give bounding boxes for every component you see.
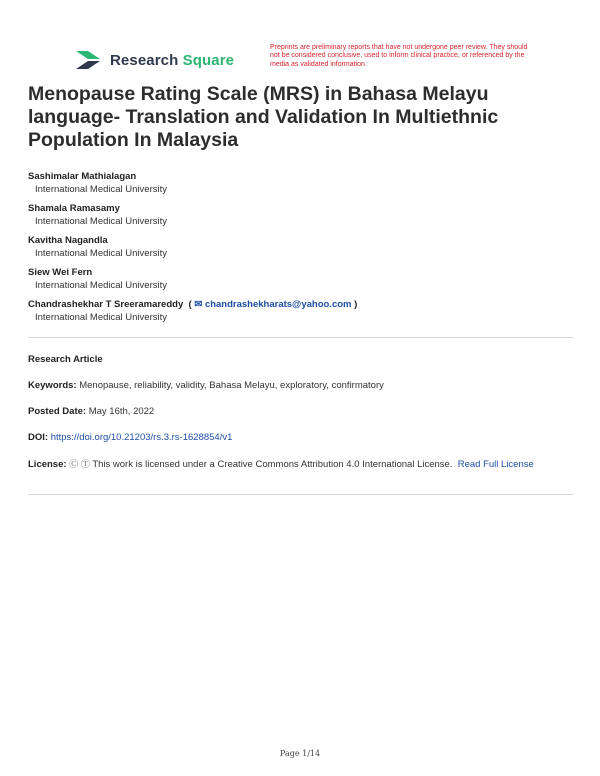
author-name[interactable]: Chandrashekhar T Sreeramareddy bbox=[28, 299, 184, 310]
page-number: Page 1/14 bbox=[279, 749, 321, 758]
author-email-link[interactable]: chandrashekharats@yahoo.com bbox=[204, 299, 352, 310]
keywords: Keywords: Menopause, reliability, validity, Bahasa Melayu, exploratory, confirmatory bbox=[28, 380, 384, 391]
posted-date-value: May 16th, 2022 bbox=[88, 406, 155, 417]
author-list bbox=[28, 170, 568, 330]
author-entry bbox=[28, 170, 568, 196]
author-affiliation: International Medical University bbox=[35, 280, 168, 291]
read-full-license-link[interactable]: Read Full License bbox=[457, 459, 534, 470]
author-name[interactable]: Siew Wei Fern bbox=[28, 267, 93, 278]
author-name[interactable]: Sashimalar Mathialagan bbox=[28, 171, 137, 182]
license: License: Ⓒ Ⓣ This work is licensed under a Creative Commons Attribution 4.0 International License. Read Full License bbox=[28, 459, 534, 470]
article-type: Research Article bbox=[28, 354, 103, 365]
doi-link[interactable]: https://doi.org/10.21203/rs.3.rs-1628854/v1 bbox=[50, 432, 233, 443]
author-name[interactable]: Kavitha Nagandla bbox=[28, 235, 108, 246]
divider bbox=[28, 494, 573, 495]
author-affiliation: International Medical University bbox=[35, 184, 168, 195]
paper-title: Menopause Rating Scale (MRS) in Bahasa Melayu language- Translation and Validation In Multiethnic Population In Malaysia bbox=[28, 83, 499, 151]
preprint-notice: Preprints are preliminary reports that have not undergone peer review. They should not be considered conclusive, used to inform clinical practice, or referenced by the media as validated information. bbox=[270, 44, 528, 68]
author-entry bbox=[28, 202, 568, 228]
keywords-value: Menopause, reliability, validity, Bahasa Melayu, exploratory, confirmatory bbox=[79, 380, 384, 391]
author-entry: Chandrashekhar T Sreeramareddy ( ✉ chandrashekharats@yahoo.com ) International Medical University bbox=[28, 298, 568, 324]
email-icon: ✉ bbox=[194, 299, 203, 310]
by-attribution-icon: Ⓣ bbox=[80, 459, 90, 469]
research-square-logo-icon bbox=[74, 48, 104, 72]
doi: DOI: https://doi.org/10.21203/rs.3.rs-1628854/v1 bbox=[28, 432, 233, 443]
author-affiliation: International Medical University bbox=[35, 216, 168, 227]
license-text: This work is licensed under a Creative Commons Attribution 4.0 International License. bbox=[92, 459, 453, 470]
logo-text: Research Square bbox=[110, 51, 235, 69]
divider bbox=[28, 337, 573, 338]
author-name[interactable]: Shamala Ramasamy bbox=[28, 203, 120, 214]
author-affiliation: International Medical University bbox=[35, 312, 168, 323]
author-entry bbox=[28, 266, 568, 292]
author-entry bbox=[28, 234, 568, 260]
research-square-logo[interactable] bbox=[74, 48, 234, 72]
author-affiliation: International Medical University bbox=[35, 248, 168, 259]
cc-icon: Ⓒ bbox=[69, 459, 79, 469]
posted-date: Posted Date: May 16th, 2022 bbox=[28, 406, 155, 417]
